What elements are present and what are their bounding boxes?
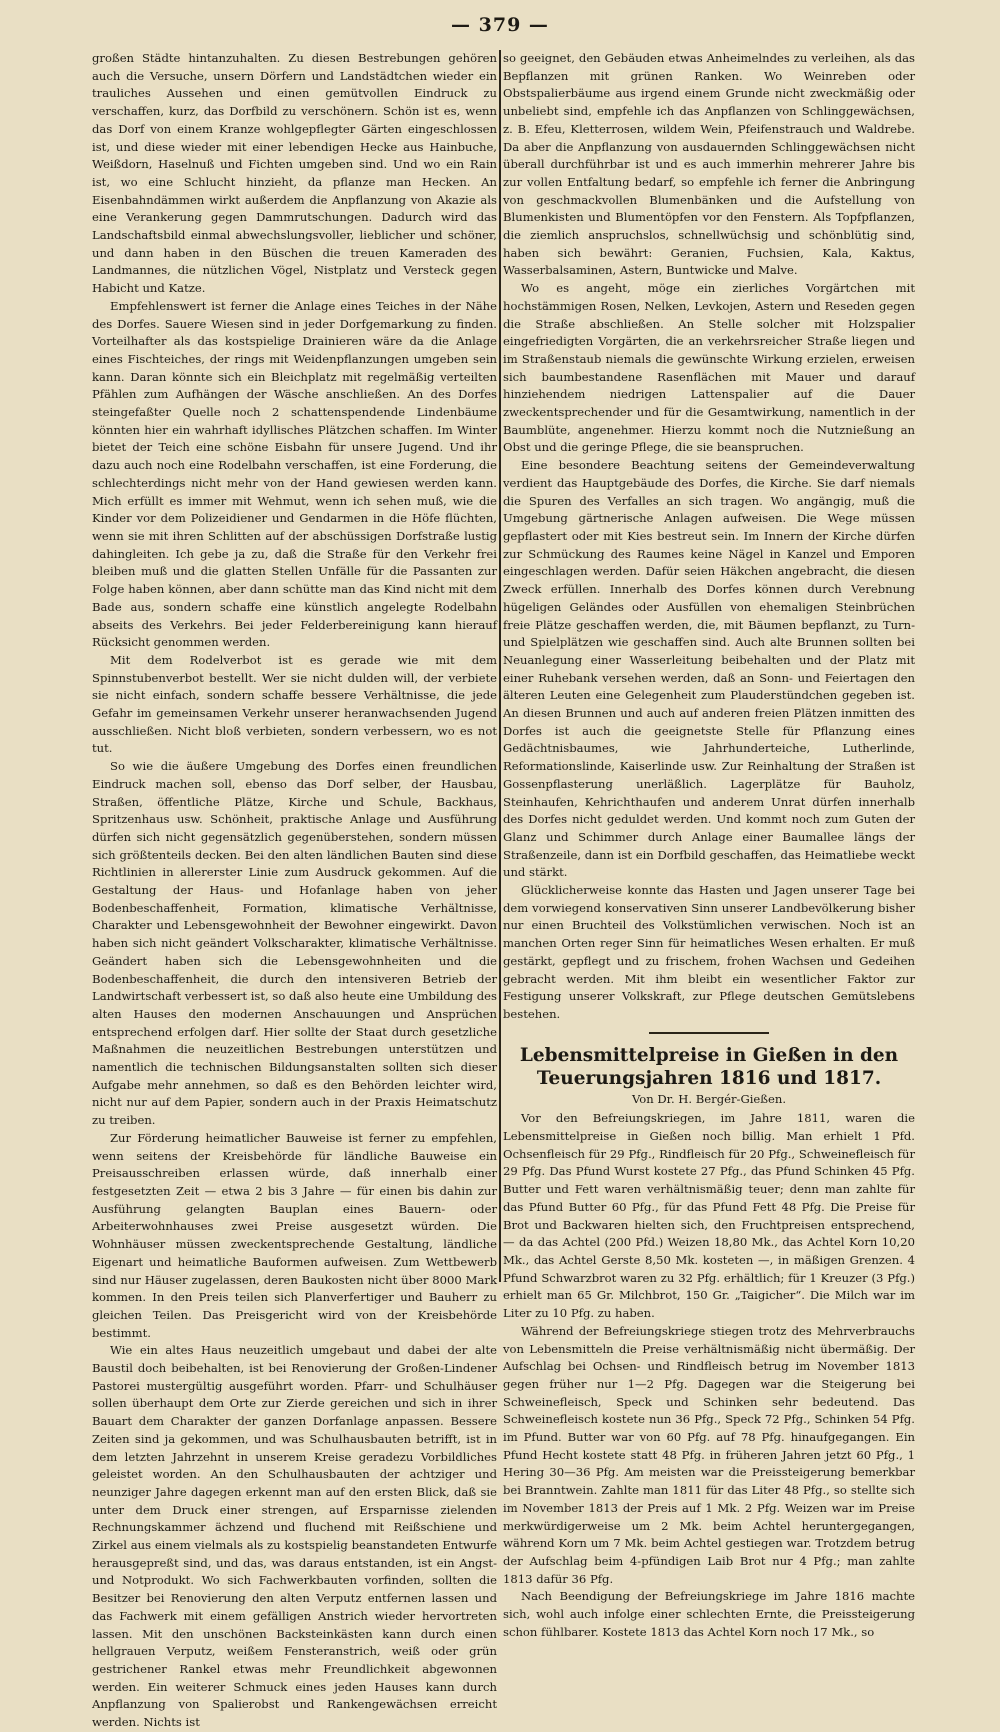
article-separator xyxy=(649,1032,769,1034)
column-divider xyxy=(499,50,501,1282)
paragraph: Während der Befreiungskriege stiegen trotz des Mehrverbrauchs von Lebensmitteln die Preise verhältnismäßig nicht übermäßig. Der Aufschlag bei Ochsen- und Rindfleisch betrug im November 1813 gegen früher nur 1—2 Pfg. Dagegen war die Steigerung bei Schweinefleisch, Speck und Schinken sehr bedeutend. Das Schweinefleisch kostete nun 36 Pfg., Speck 72 Pfg., Schinken 54 Pfg. im Pfund. Butter war von 60 Pfg. auf 78 Pfg. hinaufgegangen. Ein Pfund Hecht kostete statt 48 Pfg. in früheren Jahren jetzt 60 Pfg., 1 Hering 30—36 Pfg. Am meisten war die Preissteigerung bemerkbar bei Branntwein. Zahlte man 1811 für das Liter 48 Pfg., so stellte sich im November 1813 der Preis auf 1 Mk. 2 Pfg. Weizen war im Preise merkwürdigerweise um 2 Mk. beim Achtel heruntergegangen, während Korn um 7 Mk. beim Achtel gestiegen war. Trotzdem betrug der Aufschlag beim 4-pfündigen Laib Brot nur 4 Pfg.; man zahlte 1813 dafür 36 Pfg. xyxy=(503,1323,915,1586)
paragraph: Eine besondere Beachtung seitens der Gemeindeverwaltung verdient das Hauptgebäude des Dorfes, die Kirche. Sie darf niemals die Spuren des Verfalles an sich tragen. Wo angängig, muß die Umgebung gärtnerische Anlagen aufweisen. Die Wege müssen gepflastert oder mit Kies bestreut sein. Im Innern der Kirche dürfen zur Schmückung des Raumes keine Nägel in Kanzel und Emporen eingeschlagen werden. Dafür seien Häkchen angebracht, die diesen Zweck erfüllen. Innerhalb des Dorfes können durch Verebnung hügeligen Geländes oder Ausfüllen von ehemaligen Steinbrüchen freie Plätze geschaffen werden, die, mit Bäumen bepflanzt, zu Turn- und Spielplätzen wie geschaffen sind. Auch alte Brunnen sollten bei Neuanlegung einer Wasserleitung beibehalten und der Platz mit einer Ruhebank versehen werden, daß an Sonn- und Feiertagen den älteren Leuten eine Gelegenheit zum Plauderstündchen gegeben ist. An diesen Brunnen und auch auf anderen freien Plätzen inmitten des Dorfes ist auch die geeignetste Stelle für Pflanzung eines Gedächtnisbaumes, wie Jahrhunderteiche, Lutherlinde, Reformationslinde, Kaiserlinde usw. Zur Reinhaltung der Straßen ist Gossenpflasterung unerläßlich. Lagerplätze für Bauholz, Steinhaufen, Kehrichthaufen und anderem Unrat dürfen innerhalb des Dorfes nicht geduldet werden. Und kommt noch zum Guten der Glanz und Schimmer durch Anlage einer Baumallee längs der Straßenzeile, dann ist ein Dorfbild geschaffen, das Heimatliebe weckt und stärkt. xyxy=(503,458,915,880)
paragraph: so geeignet, den Gebäuden etwas Anheimelndes zu verleihen, als das Bepflanzen mit grünen Ranken. Wo Weinreben oder Obstspalierbäume aus irgend einem Grunde nicht zweckmäßig oder unbeliebt sind, empfehle ich das Anpflanzen von Schlinggewächsen, z. B. Efeu, Kletterrosen, wildem Wein, Pfeifenstrauch und Waldrebe. Da aber die Anpflanzung von ausdauernden Schlinggewächsen nicht überall durchführbar ist und es auch immerhin mehrerer Jahre bis zur vollen Entfaltung bedarf, so empfehle ich ferner die Anbringung von geschmackvollen Blumenbänken und die Aufstellung von Blumenkisten und Blumentöpfen vor den Fenstern. Als Topfpflanzen, die ziemlich anspruchslos, schnellwüchsig und schönblütig sind, haben sich bewährt: Geranien, Fuchsien, Kala, Kaktus, Wasserbalsaminen, Astern, Buntwicke und Malve. xyxy=(503,51,915,278)
paragraph: großen Städte hintanzuhalten. Zu diesen Bestrebungen gehören auch die Versuche, unsern Dörfern und Landstädtchen wieder ein trauliches Aussehen und einen gemütvollen Eindruck zu verschaffen, kurz, das Dorfbild zu verschönern. Schön ist es, wenn das Dorf von einem Kranze wohlgepflegter Gärten eingeschlossen ist, und diese wieder mit einer lebendigen Hecke aus Hainbuche, Weißdorn, Haselnuß und Fichten umgeben sind. Und wo ein Rain ist, wo eine Schlucht hinzieht, da pflanze man Hecken. An Eisenbahndämmen wirkt außerdem die Anpflanzung von Akazie als eine Verankerung gegen Dammrutschungen. Dadurch wird das Landschaftsbild einmal abwechslungsvoller, lieblicher und schöner, und dann haben in den Büschen die treuen Kameraden des Landmannes, die nützlichen Vögel, Nistplatz und Versteck gegen Habicht und Katze. xyxy=(92,51,497,296)
paragraph: Empfehlenswert ist ferner die Anlage eines Teiches in der Nähe des Dorfes. Sauere Wiesen sind in jeder Dorfgemarkung zu finden. Vorteilhafter als das kostspielige Drainieren wäre da die Anlage eines Fischteiches, der rings mit Weidenpflanzungen umgeben sein kann. Daran könnte sich ein Bleichplatz mit regelmäßig verteilten Pfählen zum Aufhängen der Wäsche anschließen. An des Dorfes steingefaßter Quelle noch 2 schattenspendende Lindenbäume könnten hier ein wahrhaft idyllisches Plätzchen schaffen. Im Winter bietet der Teich eine schöne Eisbahn für unsere Jugend. Und ihr dazu auch noch eine Rodelbahn verschaffen, ist eine Forderung, die schlechterdings nicht mehr von der Hand gewiesen werden kann. Mich erfüllt es immer mit Wehmut, wenn ich sehen muß, wie die Kinder vor dem Polizeidiener und Gendarmen in die Höfe flüchten, wenn sie mit ihren Schlitten auf der abschüssigen Dorfstraße lustig dahingleiten. Ich gebe ja zu, daß die Straße für den Verkehr frei bleiben muß und die glatten Stellen Unfälle für die Passanten zur Folge haben können, aber dann schütte man das Kind nicht mit dem Bade aus, sondern schaffe eine künstlich angelegte Rodelbahn abseits des Verkehrs. Bei jeder Felderbereinigung kann hierauf Rücksicht genommen werden. xyxy=(92,298,497,650)
paragraph: Wo es angeht, möge ein zierliches Vorgärtchen mit hochstämmigen Rosen, Nelken, Levkojen, Astern und Reseden gegen die Straße abschließen. An Stelle solcher mit Holzspalier eingefriedigten Vorgärten, die an verkehrsreicher Straße liegen und im Straßenstaub niemals die gewünschte Wirkung erzielen, erweisen sich baumbestandene Rasenflächen mit Mauer und darauf hinziehendem niedrigen Lattenspalier auf die Dauer zweckentsprechender und für die Gesamtwirkung, namentlich in der Baumblüte, angenehmer. Hierzu kommt noch die Nutznießung an Obst und die geringe Pflege, die sie beanspruchen. xyxy=(503,281,915,455)
paragraph: Mit dem Rodelverbot ist es gerade wie mit dem Spinnstubenverbot bestellt. Wer sie nicht dulden will, der verbiete sie nicht einfach, sondern schaffe bessere Verhältnisse, die jede Gefahr im gemeinsamen Verkehr unserer heranwachsenden Jugend ausschließen. Nicht bloß verbieten, sondern verbessern, wo es not tut. xyxy=(92,652,497,756)
left-column xyxy=(92,50,497,1730)
page-number: — 379 — xyxy=(451,14,549,36)
right-column xyxy=(503,50,915,1639)
paragraph: Zur Förderung heimatlicher Bauweise ist ferner zu empfehlen, wenn seitens der Kreisbehörde für ländliche Bauweise ein Preisausschreiben erlassen würde, daß innerhalb einer festgesetzten Zeit — etwa 2 bis 3 Jahre — für einen bis dahin zur Ausführung gelangten Bauplan eines Bauern- oder Arbeiterwohnhauses zwei Preise ausgesetzt würden. Die Wohnhäuser müssen zweckentsprechende Gestaltung, ländliche Eigenart und heimatliche Bauformen aufweisen. Zum Wettbewerb sind nur Häuser zugelassen, deren Baukosten nicht über 8000 Mark kommen. In den Preis teilen sich Planverfertiger und Bauherr zu gleichen Teilen. Das Preisgericht wird von der Kreisbehörde bestimmt. xyxy=(92,1130,497,1340)
paragraph: Vor den Befreiungskriegen, im Jahre 1811, waren die Lebensmittelpreise in Gießen noch billig. Man erhielt 1 Pfd. Ochsenfleisch für 29 Pfg., Rindfleisch für 20 Pfg., Schweinefleisch für 29 Pfg. Das Pfund Wurst kostete 27 Pfg., das Pfund Schinken 45 Pfg. Butter und Fett waren verhältnismäßig teuer; denn man zahlte für das Pfund Butter 60 Pfg., für das Pfund Fett 48 Pfg. Die Preise für Brot und Backwaren hielten sich, den Fruchtpreisen entsprechend, — da das Achtel (200 Pfd.) Weizen 18,80 Mk., das Achtel Korn 10,20 Mk., das Achtel Gerste 8,50 Mk. kosteten —, in mäßigen Grenzen. 4 Pfund Schwarzbrot waren zu 32 Pfg. erhältlich; für 1 Kreuzer (3 Pfg.) erhielt man 65 Gr. Milchbrot, 150 Gr. „Taigicher“. Die Milch war im Liter zu 10 Pfg. zu haben. xyxy=(503,1111,915,1321)
paragraph: Nach Beendigung der Befreiungskriege im Jahre 1816 machte sich, wohl auch infolge einer schlechten Ernte, die Preissteigerung schon fühlbarer. Kostete 1813 das Achtel Korn noch 17 Mk., so xyxy=(503,1589,915,1639)
paragraph: Wie ein altes Haus neuzeitlich umgebaut und dabei der alte Baustil doch beibehalten, ist bei Renovierung der Großen-Lindener Pastorei mustergültig ausgeführt worden. Pfarr- und Schulhäuser sollen überhaupt dem Orte zur Zierde gereichen und sich in ihrer Bauart dem Charakter der ganzen Dorfanlage anpassen. Bessere Zeiten sind ja gekommen, und was Schulhausbauten betrifft, ist in dem letzten Jahrzehnt in unserem Kreise geradezu Vorbildliches geleistet worden. An den Schulhausbauten der achtziger und neunziger Jahre dagegen erkennt man auf den ersten Blick, daß sie unter dem Druck einer strengen, auf Ersparnisse zielenden Rechnungskammer ächzend und fluchend mit Reißschiene und Zirkel aus einem vielmals als zu kostspielig beanstandeten Entwurfe herausgepreßt sind, und das, was daraus entstanden, ist ein Angst- und Notprodukt. Wo sich Fachwerkbauten vorfinden, sollten die Besitzer bei Renovierung den alten Verputz entfernen lassen und das Fachwerk mit einem gefälligen Anstrich wieder hervortreten lassen. Mit den unschönen Backsteinkästen kann durch einen hellgrauen Verputz, weißem Fensteranstrich, weiß oder grün gestrichener Rankel etwas mehr Freundlichkeit abgewonnen werden. Ein weiterer Schmuck eines jeden Hauses kann durch Anpflanzung von Spalierobst und Rankengewächsen erreicht werden. Nichts ist xyxy=(92,1343,497,1730)
paragraph: So wie die äußere Umgebung des Dorfes einen freundlichen Eindruck machen soll, ebenso das Dorf selber, der Hausbau, Straßen, öffentliche Plätze, Kirche und Schule, Backhaus, Spritzenhaus usw. Schönheit, praktische Anlage und Ausführung dürfen sich nicht gegensätzlich gegenüberstehen, sondern müssen sich größtenteils decken. Bei den alten ländlichen Bauten sind diese Richtlinien in allererster Linie zum Ausdruck gekommen. Auf die Gestaltung der Haus- und Hofanlage haben von jeher Bodenbeschaffenheit, Formation, klimatische Verhältnisse, Charakter und Lebensgewohnheit der Bewohner eingewirkt. Davon haben sich nicht geändert Volkscharakter, klimatische Verhältnisse. Geändert haben sich die Lebensgewohnheiten und die Bodenbeschaffenheit, die durch den intensiveren Betrieb der Landwirtschaft verbessert ist, so daß also heute eine Umbildung des alten Hauses den modernen Anschauungen und Ansprüchen entsprechend erfolgen darf. Hier sollte der Staat durch gesetzliche Maßnahmen die neuzeitlichen Bestrebungen unterstützen und namentlich die technischen Bildungsanstalten sollten sich dieser Aufgabe mehr annehmen, so daß es den Behörden leichter wird, nicht nur auf dem Papier, sondern auch in der Praxis Heimatschutz zu treiben. xyxy=(92,759,497,1128)
paragraph: Glücklicherweise konnte das Hasten und Jagen unserer Tage bei dem vorwiegend konservativen Sinn unserer Landbevölkerung bisher nur einen Bruchteil des Volkstümlichen verwischen. Noch ist an manchen Orten reger Sinn für heimatliches Wesen erhalten. Er muß gestärkt, gepflegt und zu frischem, frohen Wachsen und Gedeihen gebracht werden. Mit ihm bleibt ein wesentlicher Faktor zur Festigung unserer Volkskraft, zur Pflege deutschen Gemütslebens bestehen. xyxy=(503,883,915,1021)
article-headline: Lebensmittelpreise in Gießen in den Teuerungsjahren 1816 und 1817. xyxy=(519,1044,899,1089)
article-byline: Von Dr. H. Bergér-Gießen. xyxy=(631,1091,787,1106)
